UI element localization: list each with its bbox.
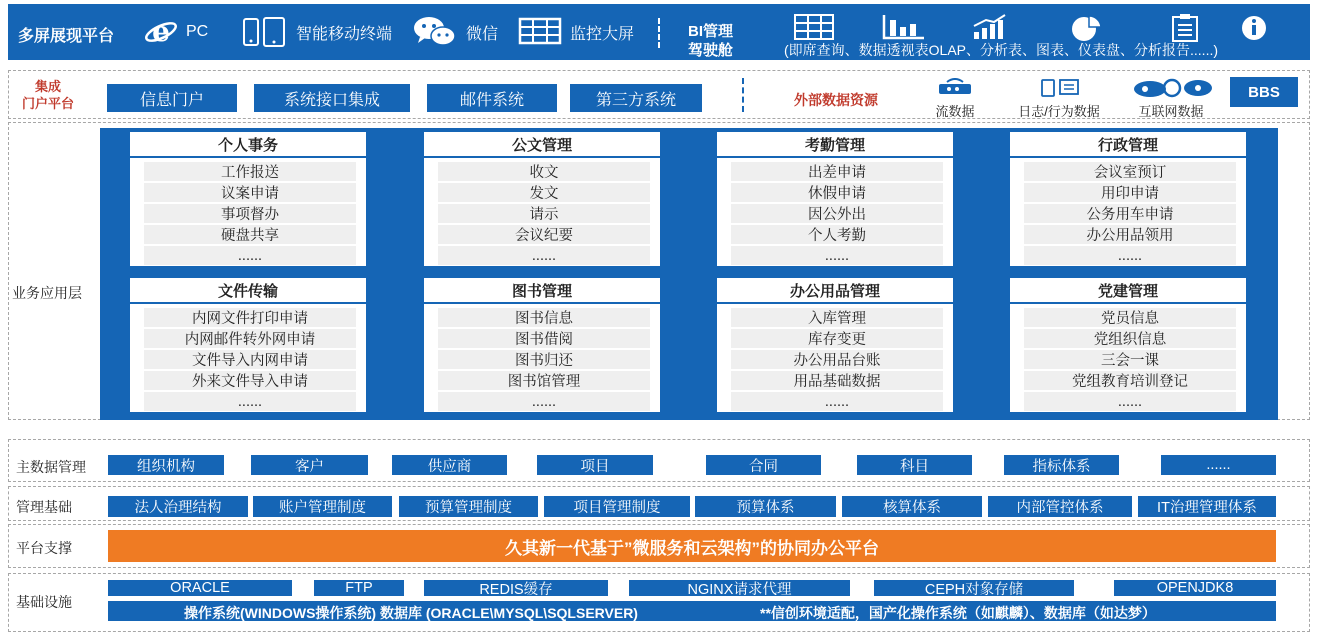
wechat-item [412, 14, 498, 50]
mgmt-foundation-chip: 项目管理制度 [544, 496, 690, 517]
module-item: 收文 [438, 162, 650, 181]
system-interface-button: 系统接口集成 [254, 84, 410, 112]
xinchuang-text: **信创环境适配，国产化操作系统（如麒麟）、数据库（如达梦） [760, 605, 1156, 621]
bi-title-line2: 驾驶舱 [688, 42, 734, 59]
module-item: 图书借阅 [438, 329, 650, 348]
infrastructure-chip: CEPH对象存储 [874, 580, 1074, 596]
module-item: ...... [1024, 392, 1236, 411]
module-item: 个人考勤 [731, 225, 943, 244]
mgmt-foundation-chip: 预算体系 [695, 496, 836, 517]
module-item: ...... [144, 392, 356, 411]
module-item: 入库管理 [731, 308, 943, 327]
module-item: 办公用品领用 [1024, 225, 1236, 244]
wechat-label: 微信 [466, 25, 499, 43]
mgmt-foundation-label: 管理基础 [16, 499, 72, 515]
monitor-item [518, 14, 634, 50]
master-data-chip: 项目 [537, 455, 653, 475]
infrastructure-chip: OPENJDK8 [1114, 580, 1276, 596]
bbs-button: BBS [1230, 77, 1298, 107]
svg-text:e: e [152, 17, 170, 47]
module-item: 硬盘共享 [144, 225, 356, 244]
module-title: 行政管理 [1010, 132, 1246, 158]
pc-item [144, 14, 208, 50]
master-data-chip: 客户 [251, 455, 368, 475]
mobile-item [242, 14, 392, 50]
log-data-label: 日志/行为数据 [1018, 104, 1100, 119]
module-item: ...... [731, 246, 943, 265]
pc-label: PC [186, 23, 209, 40]
module-item: ...... [1024, 246, 1236, 265]
module-title: 图书管理 [424, 278, 660, 304]
wechat-icon [412, 15, 458, 49]
module-item: 内网文件打印申请 [144, 308, 356, 327]
module-title: 办公用品管理 [717, 278, 953, 304]
module-card [424, 132, 660, 266]
report-icon [1170, 14, 1200, 42]
third-party-button: 第三方系统 [570, 84, 702, 112]
pie-chart-icon [1068, 14, 1106, 42]
module-item: 议案申请 [144, 183, 356, 202]
internet-data-label: 互联网数据 [1138, 104, 1204, 119]
integration-title [22, 78, 74, 112]
module-item: 出差申请 [731, 162, 943, 181]
integration-divider [742, 78, 744, 112]
integration-title-line1: 集成 [35, 79, 62, 94]
internet-data-item [1124, 78, 1218, 120]
multi-screen-bar [8, 4, 1310, 60]
module-card [717, 132, 953, 266]
external-data-title: 外部数据资源 [794, 92, 878, 108]
monitor-label: 监控大屏 [570, 25, 635, 43]
mgmt-foundation-chip: 法人治理结构 [108, 496, 248, 517]
mobile-devices-icon [242, 17, 288, 47]
module-item: 外来文件导入申请 [144, 371, 356, 390]
mobile-label: 智能移动终端 [296, 25, 393, 43]
os-database-text: 操作系统(WINDOWS操作系统) 数据库 (ORACLE\MYSQL\SQLSERVER) [184, 605, 638, 621]
module-item: ...... [144, 246, 356, 265]
infrastructure-chip: FTP [314, 580, 404, 596]
module-item: 会议纪要 [438, 225, 650, 244]
module-item: ...... [438, 392, 650, 411]
module-item: 党组教育培训登记 [1024, 371, 1236, 390]
module-item: 会议室预订 [1024, 162, 1236, 181]
stream-data-label: 流数据 [935, 104, 975, 119]
platform-support-label: 平台支撑 [16, 540, 72, 556]
module-item: 因公外出 [731, 204, 943, 223]
module-item: 图书馆管理 [438, 371, 650, 390]
module-item: 文件导入内网申请 [144, 350, 356, 369]
module-item: 库存变更 [731, 329, 943, 348]
module-title: 考勤管理 [717, 132, 953, 158]
table-icon [794, 14, 834, 40]
info-portal-button: 信息门户 [107, 84, 237, 112]
module-item: 事项督办 [144, 204, 356, 223]
monitor-screen-icon [518, 17, 562, 47]
master-data-chip: 科目 [857, 455, 972, 475]
module-item: 内网邮件转外网申请 [144, 329, 356, 348]
multi-screen-title: 多屏展现平台 [18, 28, 115, 45]
bar-chart-icon [882, 14, 926, 40]
divider [658, 18, 660, 48]
module-item: 图书归还 [438, 350, 650, 369]
module-title: 个人事务 [130, 132, 366, 158]
module-item: ...... [731, 392, 943, 411]
module-item: 发文 [438, 183, 650, 202]
stream-data-icon [937, 78, 973, 98]
mgmt-foundation-chip: 内部管控体系 [988, 496, 1132, 517]
module-item: 工作报送 [144, 162, 356, 181]
growth-chart-icon [972, 14, 1008, 40]
master-data-chip: 供应商 [392, 455, 507, 475]
integration-title-line2: 门户平台 [22, 96, 75, 111]
module-title: 公文管理 [424, 132, 660, 158]
module-item: 三会一课 [1024, 350, 1236, 369]
module-item: 公务用车申请 [1024, 204, 1236, 223]
platform-banner: 久其新一代基于”微服务和云架构”的协同办公平台 [108, 530, 1276, 562]
internet-data-icon [1126, 78, 1216, 98]
module-item: 休假申请 [731, 183, 943, 202]
module-card [1010, 278, 1246, 412]
log-data-item [1012, 78, 1106, 120]
mail-system-button: 邮件系统 [427, 84, 557, 112]
module-card [130, 278, 366, 412]
mgmt-foundation-chip: 账户管理制度 [253, 496, 392, 517]
business-modules-area [100, 128, 1278, 420]
master-data-chip: 指标体系 [1004, 455, 1119, 475]
stream-data-item [930, 78, 980, 120]
bi-title [688, 22, 733, 60]
module-card [130, 132, 366, 266]
infrastructure-chip: NGINX请求代理 [629, 580, 850, 596]
module-item: 请示 [438, 204, 650, 223]
bi-title-line1: BI管理 [688, 23, 734, 40]
module-card [424, 278, 660, 412]
module-item: 用品基础数据 [731, 371, 943, 390]
os-database-bar [108, 601, 1276, 621]
infrastructure-chip: ORACLE [108, 580, 292, 596]
module-card [717, 278, 953, 412]
mgmt-foundation-chip: 预算管理制度 [399, 496, 538, 517]
module-item: ...... [438, 246, 650, 265]
master-data-label: 主数据管理 [16, 459, 86, 475]
master-data-chip: ...... [1161, 455, 1276, 475]
module-item: 办公用品台账 [731, 350, 943, 369]
infrastructure-label: 基础设施 [16, 594, 72, 610]
module-title: 文件传输 [130, 278, 366, 304]
module-title: 党建管理 [1010, 278, 1246, 304]
mgmt-foundation-chip: IT治理管理体系 [1138, 496, 1276, 517]
master-data-chip: 组织机构 [108, 455, 224, 475]
module-item: 图书信息 [438, 308, 650, 327]
module-item: 党员信息 [1024, 308, 1236, 327]
info-icon [1240, 14, 1268, 42]
business-layer-label: 业务应用层 [12, 285, 82, 301]
mgmt-foundation-chip: 核算体系 [842, 496, 982, 517]
ie-browser-icon [144, 17, 178, 47]
infrastructure-chip: REDIS缓存 [424, 580, 608, 596]
bi-description: (即席查询、数据透视表OLAP、分析表、图表、仪表盘、分析报告......) [784, 42, 1219, 58]
module-card [1010, 132, 1246, 266]
module-item: 用印申请 [1024, 183, 1236, 202]
module-item: 党组织信息 [1024, 329, 1236, 348]
log-data-icon [1034, 78, 1084, 98]
master-data-chip: 合同 [706, 455, 821, 475]
